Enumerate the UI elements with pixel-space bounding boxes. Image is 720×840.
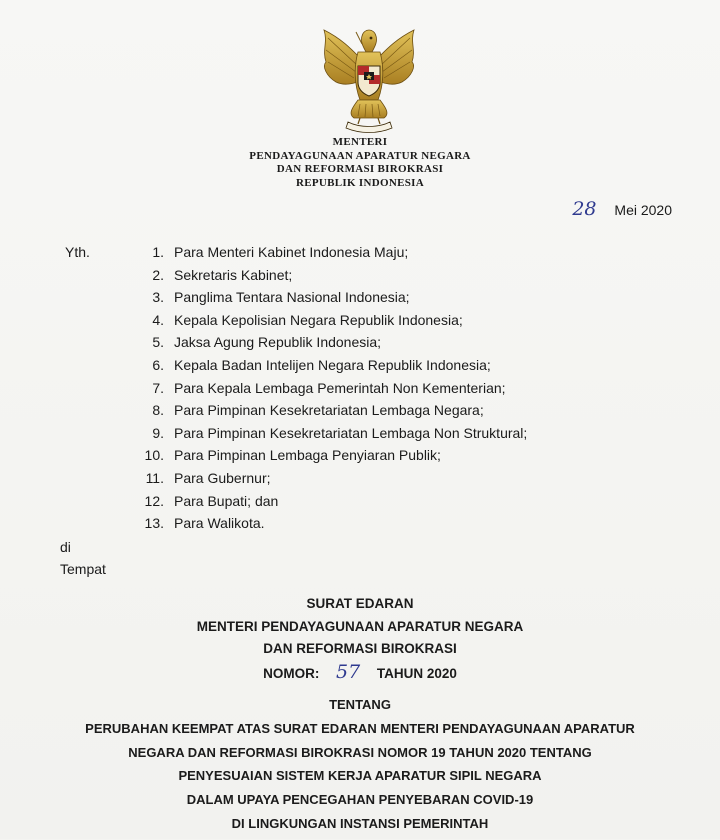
letterhead-line: DAN REFORMASI BIROKRASI bbox=[276, 163, 444, 175]
title-line: MENTERI PENDAYAGUNAAN APARATUR NEGARA bbox=[196, 618, 524, 634]
circular-title bbox=[0, 596, 720, 686]
item-number: 2. bbox=[152, 266, 164, 283]
item-text: Kepala Badan Intelijen Negara Republik Indonesia; bbox=[174, 356, 491, 373]
item-text: Para Kepala Lembaga Pemerintah Non Kementerian; bbox=[174, 379, 506, 396]
letter-date bbox=[572, 198, 672, 220]
list-item bbox=[106, 289, 527, 312]
nomor-handwritten: 57 bbox=[336, 660, 361, 683]
item-text: Para Menteri Kabinet Indonesia Maju; bbox=[174, 244, 409, 260]
location-tempat: Tempat bbox=[60, 561, 106, 577]
addressee-label: Yth. bbox=[65, 244, 90, 260]
list-item bbox=[106, 447, 527, 470]
subject-line: DI LINGKUNGAN INSTANSI PEMERINTAH bbox=[231, 815, 489, 831]
subject-line: DALAM UPAYA PENCEGAHAN PENYEBARAN COVID-19 bbox=[186, 792, 534, 808]
title-line: SURAT EDARAN bbox=[306, 596, 414, 611]
item-number: 8. bbox=[152, 402, 164, 419]
item-number: 11. bbox=[145, 469, 164, 486]
letterhead-line: PENDAYAGUNAAN APARATUR NEGARA bbox=[249, 149, 471, 162]
tahun-label: TAHUN 2020 bbox=[376, 665, 457, 681]
item-number: 6. bbox=[152, 356, 164, 373]
item-number: 9. bbox=[152, 424, 164, 441]
letterhead-line: MENTERI bbox=[332, 136, 388, 148]
item-number: 1. bbox=[152, 244, 164, 260]
date-month-year: Mei 2020 bbox=[614, 202, 672, 218]
item-text: Para Bupati; dan bbox=[174, 492, 279, 509]
item-number: 5. bbox=[152, 334, 164, 351]
item-text: Para Gubernur; bbox=[174, 469, 271, 486]
item-text: Para Pimpinan Lembaga Penyiaran Publik; bbox=[174, 447, 441, 464]
nomor-label: NOMOR: bbox=[263, 665, 320, 681]
subject-block bbox=[0, 697, 720, 840]
list-item bbox=[106, 515, 527, 538]
item-number: 12. bbox=[144, 492, 164, 509]
list-item bbox=[106, 402, 527, 425]
item-text: Panglima Tentara Nasional Indonesia; bbox=[174, 289, 410, 306]
list-item bbox=[106, 493, 527, 516]
item-number: 10. bbox=[144, 447, 164, 464]
list-item bbox=[106, 334, 527, 357]
date-day-handwritten: 28 bbox=[572, 198, 597, 220]
item-text: Para Pimpinan Kesekretariatan Lembaga Non Struktural; bbox=[174, 424, 528, 441]
item-number: 3. bbox=[152, 289, 164, 306]
item-text: Sekretaris Kabinet; bbox=[174, 266, 293, 283]
recipient-list bbox=[106, 244, 527, 538]
subject-line: NEGARA DAN REFORMASI BIROKRASI NOMOR 19 TAHUN 2020 TENTANG bbox=[128, 744, 592, 760]
title-line: DAN REFORMASI BIROKRASI bbox=[263, 641, 457, 656]
item-text: Para Walikota. bbox=[174, 515, 265, 532]
letterhead bbox=[0, 136, 720, 190]
item-number: 4. bbox=[152, 311, 164, 328]
list-item bbox=[106, 380, 527, 403]
item-number: 7. bbox=[152, 379, 164, 396]
list-item bbox=[106, 312, 527, 335]
item-number: 13. bbox=[144, 515, 164, 532]
garuda-emblem-icon bbox=[314, 22, 424, 134]
title-number-line bbox=[0, 660, 720, 687]
item-text: Jaksa Agung Republik Indonesia; bbox=[174, 334, 382, 351]
location-di: di bbox=[60, 539, 71, 555]
list-item bbox=[106, 425, 527, 448]
subject-line: PERUBAHAN KEEMPAT ATAS SURAT EDARAN MENTERI PENDAYAGUNAAN APARATUR bbox=[85, 720, 635, 736]
letterhead-line: REPUBLIK INDONESIA bbox=[296, 176, 424, 189]
list-item bbox=[106, 267, 527, 290]
item-text: Para Pimpinan Kesekretariatan Lembaga Negara; bbox=[174, 402, 484, 419]
list-item bbox=[106, 470, 527, 493]
list-item bbox=[106, 244, 527, 267]
item-text: Kepala Kepolisian Negara Republik Indonesia; bbox=[174, 311, 463, 328]
list-item bbox=[106, 357, 527, 380]
subject-line: PENYESUAIAN SISTEM KERJA APARATUR SIPIL NEGARA bbox=[178, 768, 542, 784]
tentang-label: TENTANG bbox=[329, 697, 391, 712]
